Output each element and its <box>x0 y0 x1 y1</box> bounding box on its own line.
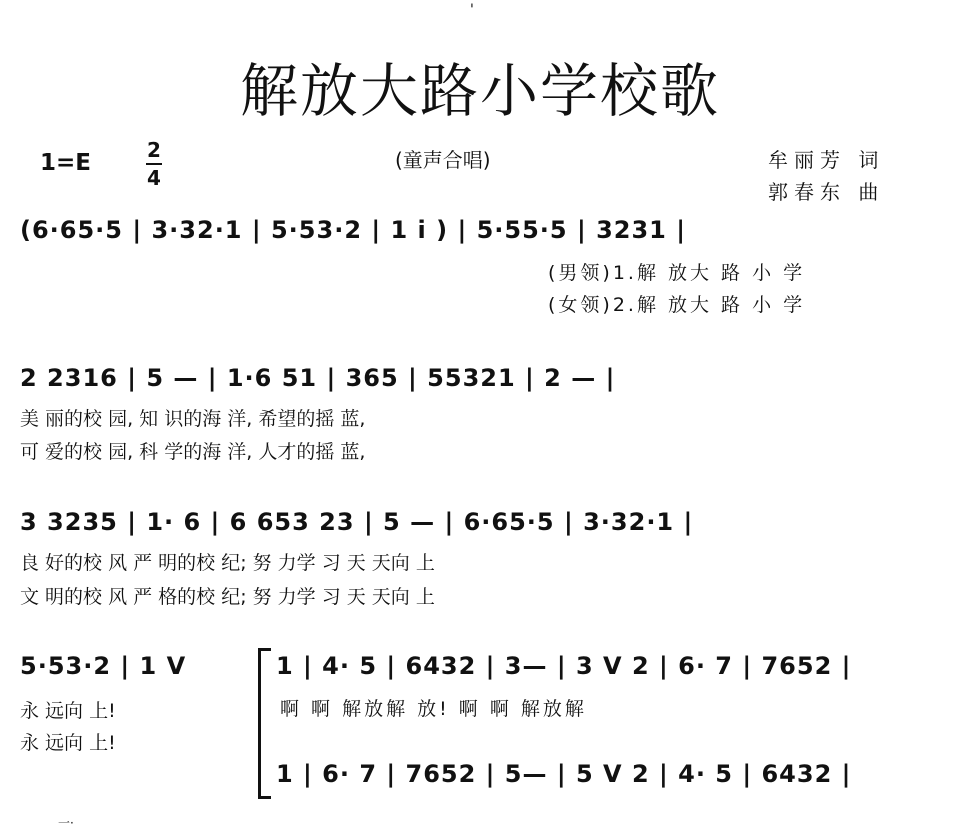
scan-mark: ' <box>470 2 474 18</box>
lyric-line-2-verse-2: 可 爱的校 园, 科 学的海 洋, 人才的摇 蓝, <box>20 441 366 463</box>
lyric-line-2-verse-1: 美 丽的校 园, 知 识的海 洋, 希望的摇 蓝, <box>20 408 366 430</box>
song-title: 解放大路小学校歌 <box>239 57 720 125</box>
time-signature <box>146 138 162 190</box>
lyric-line-4-verse-2: 永 远向 上! <box>20 732 116 754</box>
lyric-line-3-verse-1: 良 好的校 风 严 明的校 纪; 努 力学 习 天 天向 上 <box>20 552 435 574</box>
notation-lower-part: 1 | 6· 7 | 7652 | 5— | 5 V 2 | 4· 5 | 6432 | <box>276 760 852 788</box>
part-bracket <box>258 648 271 799</box>
time-signature-bottom: 4 <box>147 166 161 190</box>
notation-upper-part: 1 | 4· 5 | 6432 | 3— | 3 V 2 | 6· 7 | 7652 | <box>276 652 852 680</box>
time-signature-bar <box>146 163 162 165</box>
composer-credit: 郭春东 曲 <box>768 180 885 204</box>
notation-line-3: 3 3235 | 1· 6 | 6 653 23 | 5 — | 6·65·5 | 3·32·1 | <box>20 508 694 536</box>
lyric-line-3-verse-2: 文 明的校 风 严 格的校 纪; 努 力学 习 天 天向 上 <box>20 586 435 608</box>
lyric-upper-part: 啊 啊 解放解 放! 啊 啊 解放解 <box>280 698 587 720</box>
lyricist-credit: 牟丽芳 词 <box>768 148 885 172</box>
time-signature-top: 2 <box>147 138 161 162</box>
lyric-line-4-verse-1: 永 远向 上! <box>20 700 116 722</box>
scan-mark-footer: 一· <box>58 816 74 830</box>
notation-line-2: 2 2316 | 5 — | 1·6 51 | 365 | 55321 | 2 — | <box>20 364 616 392</box>
key-signature: 1=E <box>40 150 91 176</box>
notation-line-1: (6·65·5 | 3·32·1 | 5·53·2 | 1 i ) | 5·55·5 | 3231 | <box>20 216 686 244</box>
lyric-line-1-verse-2: (女领)2.解 放大 路 小 学 <box>548 294 806 316</box>
lyric-line-1-verse-1: (男领)1.解 放大 路 小 学 <box>548 262 806 284</box>
notation-line-4: 5·53·2 | 1 V <box>20 652 187 680</box>
performance-note: (童声合唱) <box>395 148 491 172</box>
